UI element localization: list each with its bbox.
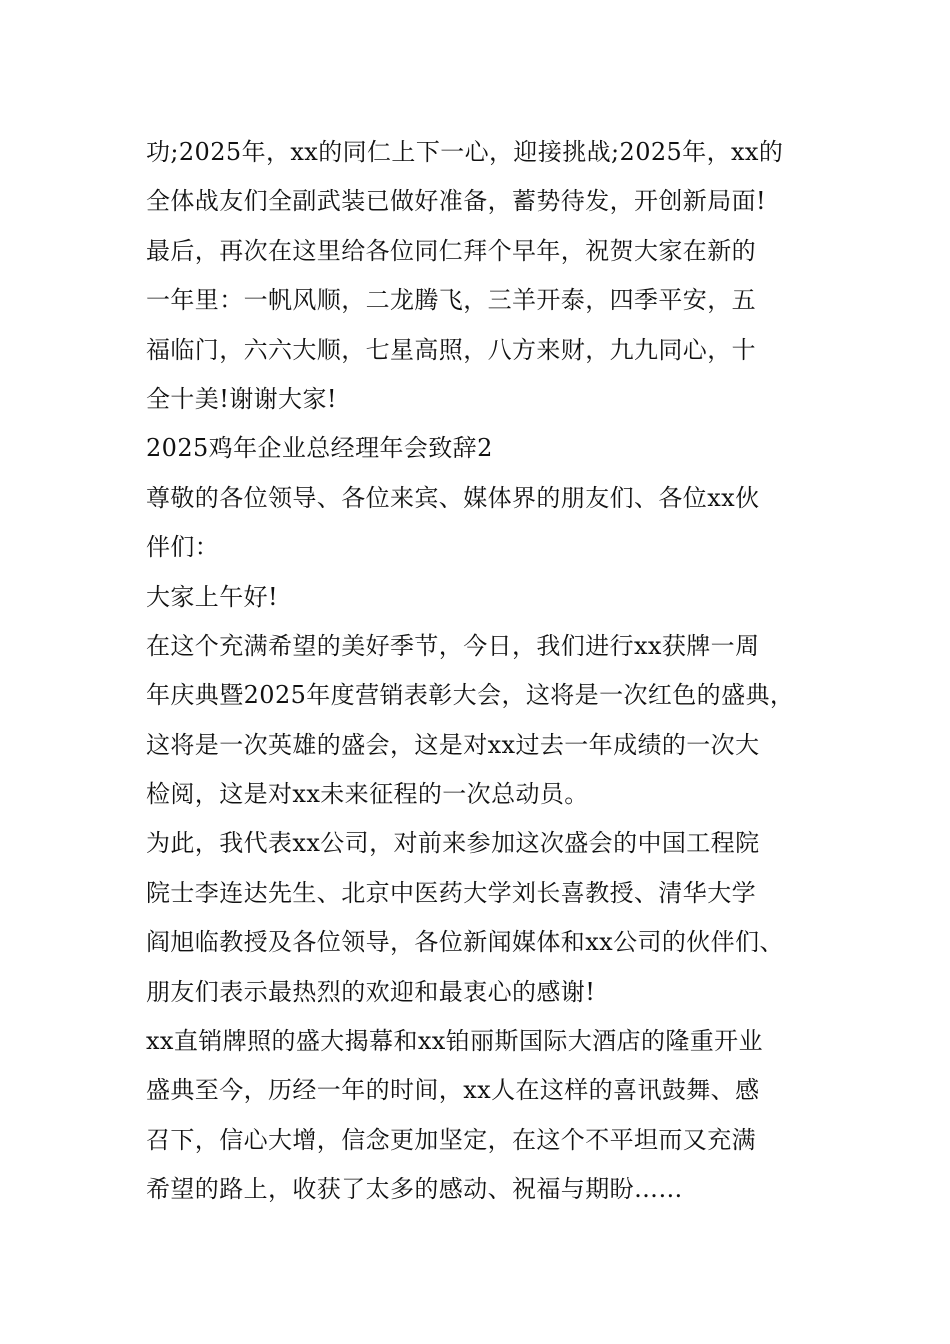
text-line: 尊敬的各位领导、各位来宾、媒体界的朋友们、各位xx伙 <box>146 483 760 512</box>
text-line: 召下，信心大增，信念更加坚定，在这个不平坦而又充满 <box>146 1125 756 1154</box>
text-line: 这将是一次英雄的盛会，这是对xx过去一年成绩的一次大 <box>146 730 760 759</box>
text-line: 一年里：一帆风顺，二龙腾飞，三羊开泰，四季平安，五 <box>146 286 756 315</box>
text-line: 大家上午好! <box>146 582 279 611</box>
text-line: 院士李连达先生、北京中医药大学刘长喜教授、清华大学 <box>146 878 756 907</box>
text-line: 检阅，这是对xx未来征程的一次总动员。 <box>146 780 589 809</box>
text-line: 伴们： <box>146 533 220 562</box>
text-line: 在这个充满希望的美好季节，今日，我们进行xx获牌一周 <box>146 631 760 660</box>
text-line: 功;2025年，xx的同仁上下一心，迎接挑战;2025年，xx的 <box>146 138 784 166</box>
text-line: 希望的路上，收获了太多的感动、祝福与期盼…… <box>146 1175 683 1204</box>
text-line: 盛典至今，历经一年的时间，xx人在这样的喜讯鼓舞、感 <box>146 1076 760 1105</box>
text-line: 年庆典暨2025年度营销表彰大会，这将是一次红色的盛典， <box>146 681 795 710</box>
text-line: 全十美!谢谢大家! <box>146 384 337 413</box>
text-line: 福临门，六六大顺，七星高照，八方来财，九九同心，十 <box>146 335 756 364</box>
section-heading: 2025鸡年企业总经理年会致辞2 <box>146 434 493 463</box>
text-line: 为此，我代表xx公司，对前来参加这次盛会的中国工程院 <box>146 829 760 858</box>
text-line: 全体战友们全副武装已做好准备，蓄势待发，开创新局面! <box>146 187 767 216</box>
text-line: 朋友们表示最热烈的欢迎和最衷心的感谢! <box>146 977 596 1006</box>
text-line: 阎旭临教授及各位领导，各位新闻媒体和xx公司的伙伴们、 <box>146 928 784 957</box>
document-body <box>146 128 836 1215</box>
text-line: xx直销牌照的盛大揭幕和xx铂丽斯国际大酒店的隆重开业 <box>146 1027 763 1056</box>
text-line: 最后，再次在这里给各位同仁拜个早年，祝贺大家在新的 <box>146 236 756 265</box>
